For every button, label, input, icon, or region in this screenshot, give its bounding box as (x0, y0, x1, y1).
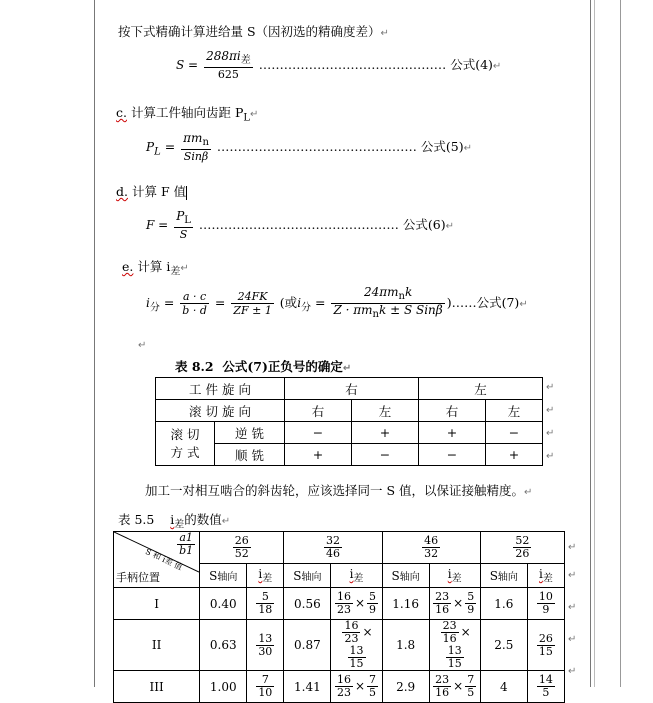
formula-5-label: 公式(5) (420, 139, 464, 155)
row-end-mark: ↵ (546, 382, 555, 393)
sign-cell: + (285, 444, 352, 466)
s-value: 0.87 (284, 620, 331, 671)
table-header-hob: 滚 切 旋 向 (156, 400, 285, 422)
corner-ratio: $\frac{a1}{b1}$ (179, 531, 194, 557)
row-end-mark: ↵ (546, 428, 555, 439)
empty-paragraph-mark: ↵ (138, 340, 147, 351)
table-8-2 (155, 377, 543, 466)
row-end-mark: ↵ (546, 451, 555, 462)
ratio-header: $\frac{46}{32}$ (382, 532, 480, 564)
sign-cell: + (419, 422, 486, 444)
conventional-milling: 逆 铣 (215, 422, 285, 444)
formula-4: S = $\frac{288\pi i_差}{625}$ ……………………………………… 公式(4)↵ (176, 49, 502, 82)
handle-position: I (114, 588, 200, 620)
hob-left-2: 左 (486, 400, 543, 422)
item-d: d. 计算 F 值 (116, 184, 187, 199)
s-value: 4 (480, 671, 527, 703)
s-value: 1.6 (480, 588, 527, 620)
margin-line-right-inner (594, 0, 595, 687)
corner-cell (114, 532, 200, 588)
i-value: $\frac{10}{9}$ (527, 588, 564, 620)
table-header-workpiece: 工 件 旋 向 (156, 378, 285, 400)
margin-line-right (590, 0, 591, 687)
hob-right-1: 右 (285, 400, 352, 422)
row-end-mark: ↵ (568, 634, 577, 645)
formula-6: F = $\frac{P_L}{S}$ ………………………………………… 公式(6)↵ (146, 209, 454, 242)
sign-cell: − (486, 422, 543, 444)
i-value: $\frac{5}{18}$ (247, 588, 284, 620)
s-value: 2.5 (480, 620, 527, 671)
method-label: 滚 切 方 式 (156, 422, 215, 466)
table-5-5 (113, 531, 565, 703)
formula-6-label: 公式(6) (402, 217, 446, 233)
contact-accuracy-paragraph: 加工一对相互啮合的斜齿轮，应该选择同一 S 值，以保证接触精度。↵ (145, 483, 533, 498)
i-value: $\frac{23}{16}$ × $\frac{5}{9}$ (429, 588, 480, 620)
sign-cell: + (352, 422, 419, 444)
s-value: 0.40 (200, 588, 247, 620)
intro-text: 按下式精确计算进给量 S（因初选的精确度差）↵ (118, 24, 389, 39)
i-value: $\frac{26}{15}$ (527, 620, 564, 671)
table-row (114, 620, 565, 671)
i-value: $\frac{16}{23}$ × $\frac{7}{5}$ (331, 671, 382, 703)
s-axial-header: S轴向 (382, 564, 429, 588)
hob-right-2: 右 (419, 400, 486, 422)
climb-milling: 顺 铣 (215, 444, 285, 466)
i-value: $\frac{23}{16}$ × $\frac{7}{5}$ (429, 671, 480, 703)
handle-position: III (114, 671, 200, 703)
table-5-5-caption: 表 5.5 $i_差$的数值↵ (118, 512, 231, 531)
i-value: $\frac{23}{16}$ × $\frac{13}{15}$ (429, 620, 480, 671)
s-axial-header: S轴向 (284, 564, 331, 588)
table-header-right: 右 (285, 378, 419, 400)
ratio-header: $\frac{52}{26}$ (480, 532, 564, 564)
i-diff-header: $i_差$ (331, 564, 382, 588)
table-5-5-body (114, 588, 565, 703)
corner-row-label: 手柄位置 (116, 571, 160, 584)
s-axial-header: S轴向 (480, 564, 527, 588)
row-end-mark: ↵ (568, 570, 577, 581)
s-value: 2.9 (382, 671, 429, 703)
corner-diag-label: S 和 i差 值 (143, 547, 184, 572)
row-end-mark: ↵ (546, 405, 555, 416)
s-value: 1.8 (382, 620, 429, 671)
hob-left-1: 左 (352, 400, 419, 422)
s-value: 1.00 (200, 671, 247, 703)
s-value: 1.16 (382, 588, 429, 620)
formula-4-label: 公式(4) (450, 57, 493, 73)
table-header-left: 左 (419, 378, 543, 400)
s-value: 1.41 (284, 671, 331, 703)
sign-cell: − (419, 444, 486, 466)
i-diff-header: $i_差$ (429, 564, 480, 588)
item-e: e. 计算 $i_差↵$ (122, 259, 189, 278)
table-row (114, 588, 565, 620)
table-8-2-caption: 表 8.2 公式(7)正负号的确定↵ (175, 359, 352, 374)
s-axial-header: S轴向 (200, 564, 247, 588)
i-diff-header: $i_差$ (527, 564, 564, 588)
i-value: $\frac{16}{23}$ × $\frac{13}{15}$ (331, 620, 382, 671)
i-value: $\frac{14}{5}$ (527, 671, 564, 703)
row-end-mark: ↵ (568, 542, 577, 553)
row-end-mark: ↵ (568, 666, 577, 677)
i-diff-header: $i_差$ (247, 564, 284, 588)
scroll-edge-line (620, 0, 621, 687)
s-value: 0.63 (200, 620, 247, 671)
row-end-mark: ↵ (568, 602, 577, 613)
formula-7: $i_分$ = $\frac{a \cdot c}{b \cdot d}$ = $\frac{24FK}{ZF \pm 1}$ (或$i_分$ = $\frac{24\pi m_nk}{Z \cdot \pi m_nk \pm S Sin\beta}$ )……公式(7)↵ (146, 285, 528, 321)
i-value: $\frac{13}{30}$ (247, 620, 284, 671)
margin-line-left (94, 0, 95, 687)
formula-4-fraction: $\frac{288\pi i_差}{625}$ (206, 49, 251, 82)
sign-cell: + (486, 444, 543, 466)
ratio-header: $\frac{32}{46}$ (284, 532, 382, 564)
i-value: $\frac{16}{23}$ × $\frac{5}{9}$ (331, 588, 382, 620)
text-cursor (186, 186, 187, 200)
s-value: 0.56 (284, 588, 331, 620)
i-value: $\frac{7}{10}$ (247, 671, 284, 703)
formula-5: $P_L$ = $\frac{\pi m_n}{\text{Sinβ}}$ ………………………………………… 公式(5)↵ (146, 131, 472, 164)
formula-7-label: 公式(7) (476, 295, 520, 311)
sign-cell: − (285, 422, 352, 444)
sign-cell: − (352, 444, 419, 466)
ratio-header: $\frac{26}{52}$ (200, 532, 284, 564)
item-c: c. 计算工件轴向齿距 $P_L↵$ (116, 105, 259, 124)
handle-position: II (114, 620, 200, 671)
